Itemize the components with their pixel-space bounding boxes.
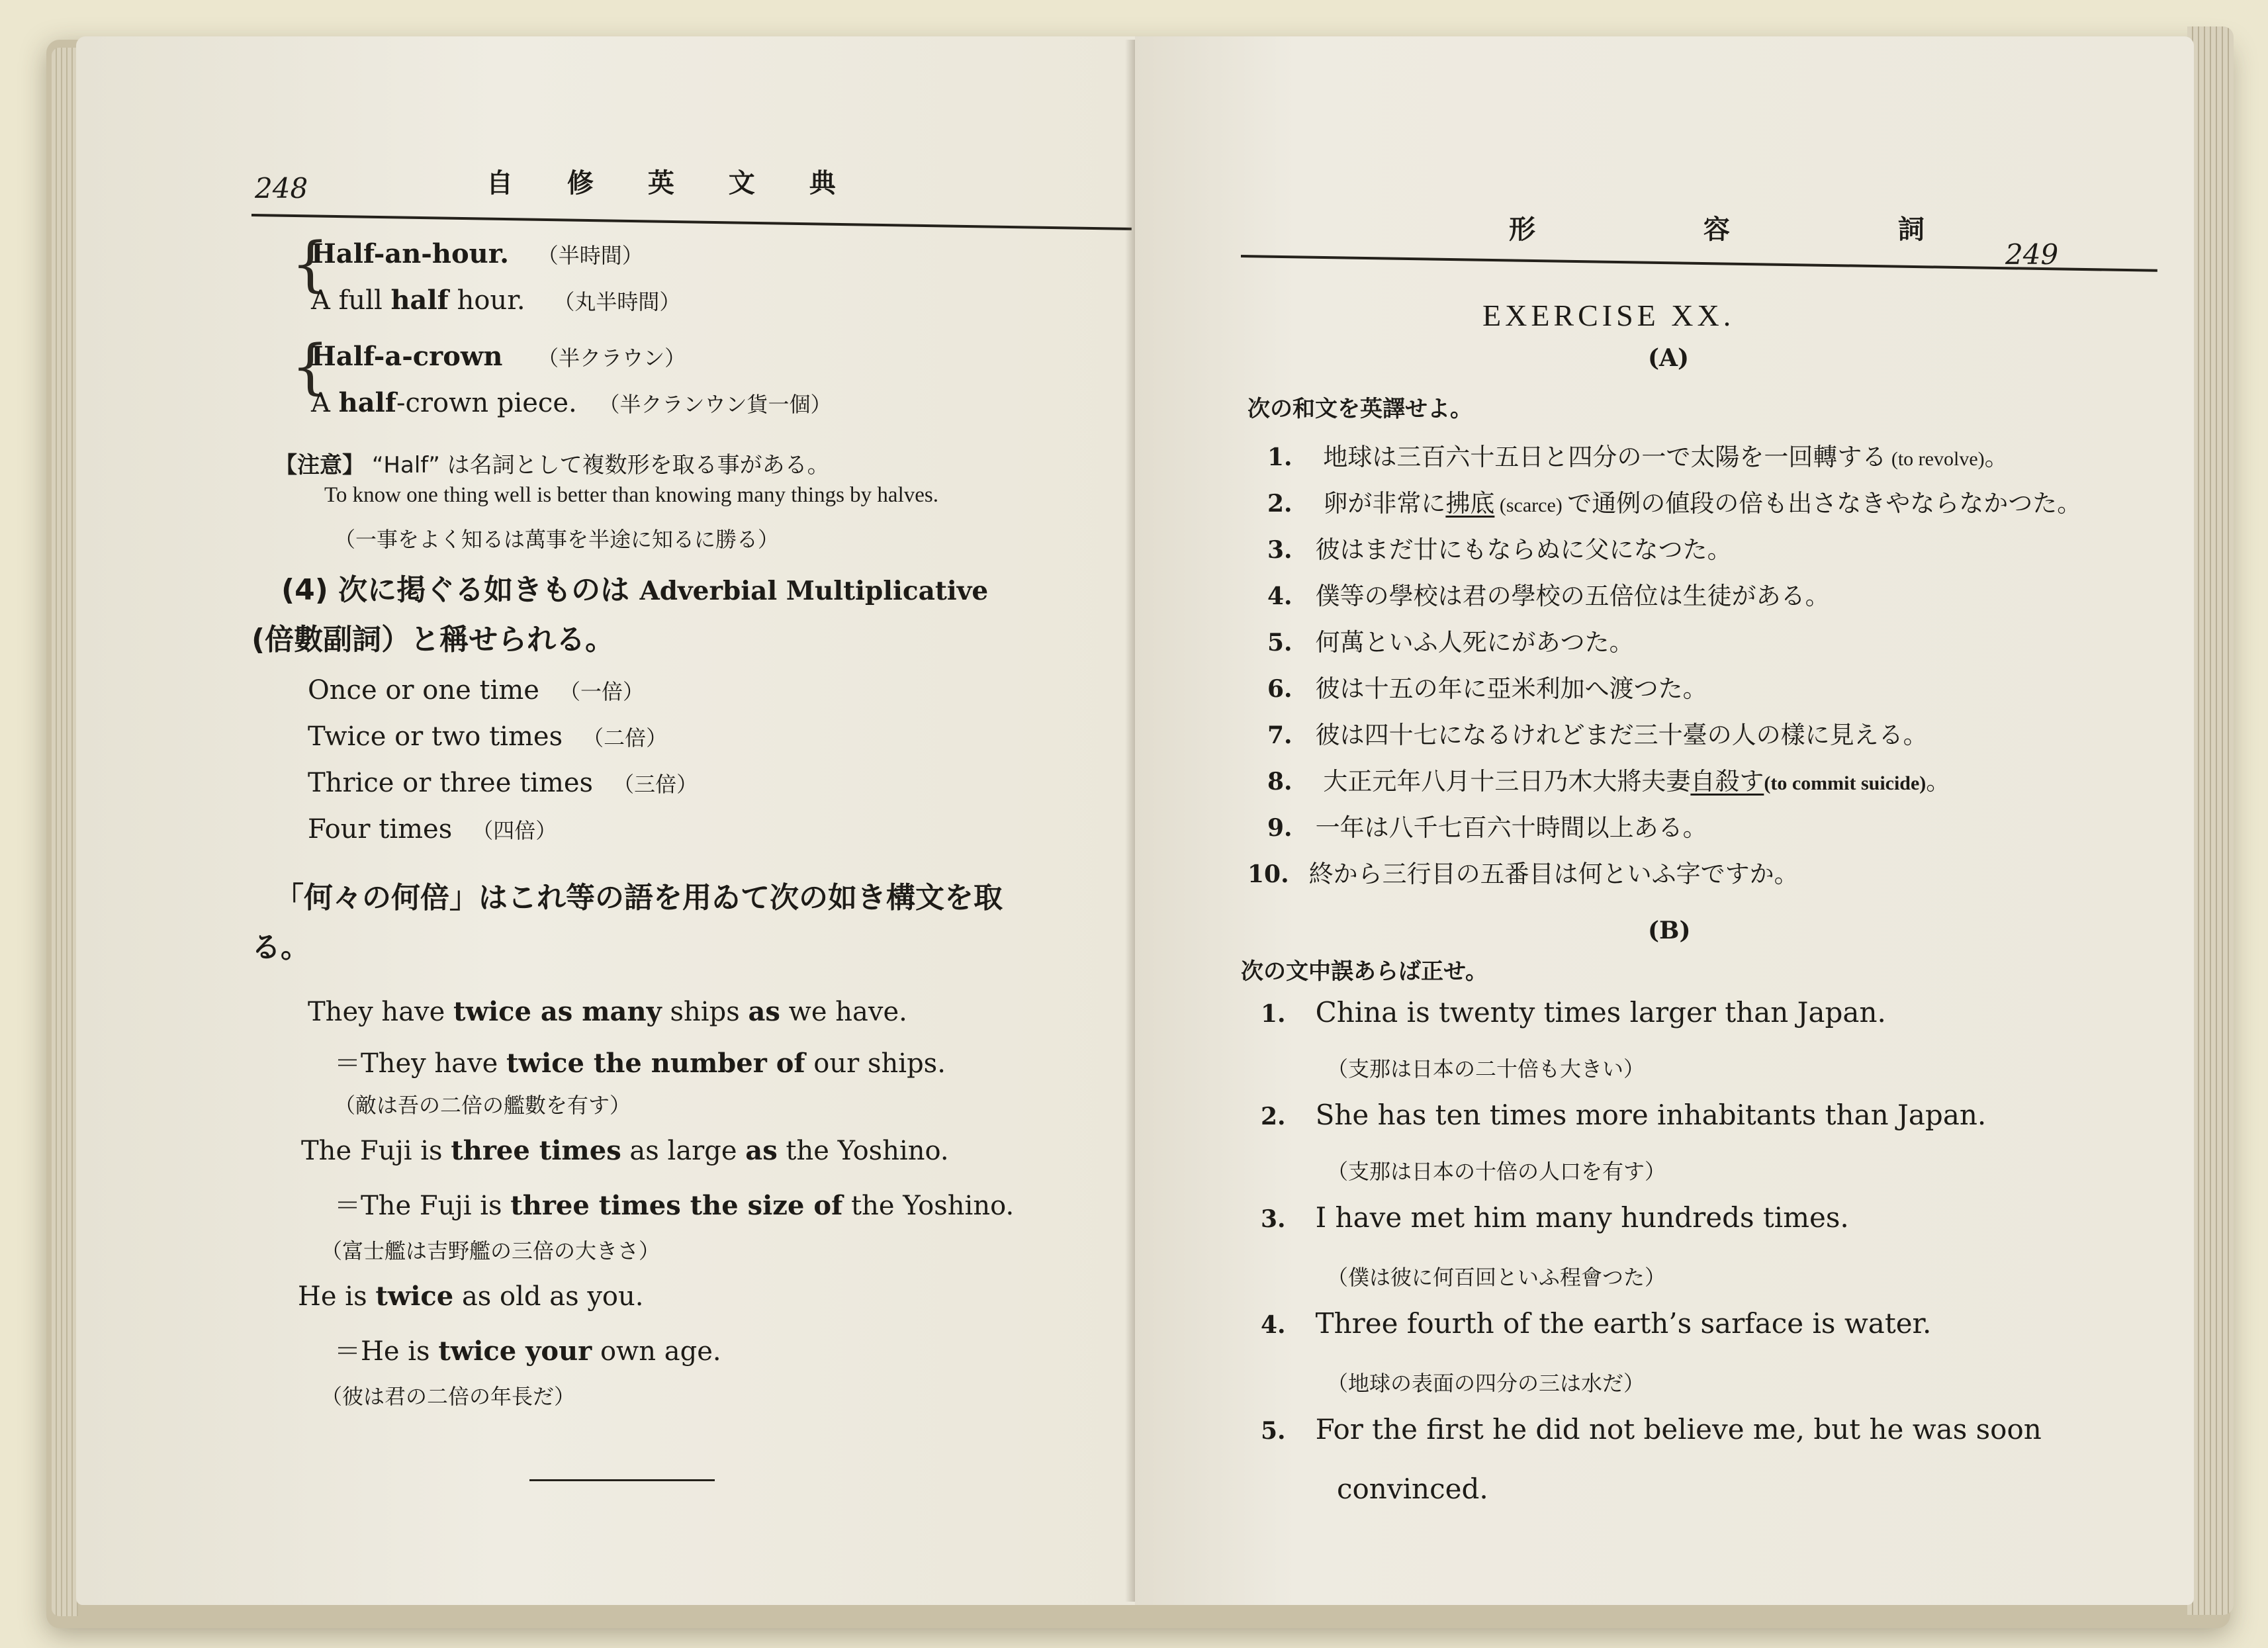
part-b-item-3: 3. I have met him many hundreds times. bbox=[1261, 1201, 1849, 1234]
part-a-label: (A) bbox=[1648, 344, 1689, 372]
example3-line1: He is twice as old as you. bbox=[298, 1281, 644, 1312]
part-b-item-4-translation: （地球の表面の四分の三は水だ） bbox=[1327, 1371, 1645, 1396]
construction-line1: 「何々の何倍」はこれ等の語を用ゐて次の如き構文を取 bbox=[275, 881, 1003, 915]
part-b-item-5-continued: convinced. bbox=[1337, 1473, 1488, 1505]
mult-item-1: Once or one time （一倍） bbox=[308, 675, 644, 706]
section4-heading-line2: (倍數副詞）と稱せられる。 bbox=[251, 623, 615, 657]
note-line: 【注意】 “Half” は名詞として複数形を取る事がある。 bbox=[275, 452, 830, 479]
part-b-item-4: 4. Three fourth of the earth’s sarface is water. bbox=[1261, 1307, 1932, 1340]
note-example: To know one thing well is better than knowing many things by halves. bbox=[324, 483, 938, 507]
part-b-item-5: 5. For the first he did not believe me, but he was soon bbox=[1261, 1413, 2042, 1445]
left-page-number: 248 bbox=[255, 172, 308, 205]
half-an-hour-line: Half-an-hour. （半時間） bbox=[311, 238, 643, 269]
part-a-item-3: 3. 彼はまだ廿にもならぬに父になつた。 bbox=[1267, 535, 1732, 564]
example2-translation: （富士艦は吉野艦の三倍の大きさ） bbox=[321, 1238, 660, 1263]
part-a-item-10: 10. 終から三行目の五番目は何といふ字ですか。 bbox=[1247, 860, 1799, 888]
example2-line2: ＝The Fuji is three times the size of the Yoshino. bbox=[334, 1190, 1015, 1221]
part-b-label: (B) bbox=[1648, 917, 1691, 944]
example1-line2: ＝They have twice the number of our ships. bbox=[334, 1048, 946, 1079]
left-running-head: 自 修 英 文 典 bbox=[486, 167, 858, 199]
mult-item-2: Twice or two times （二倍） bbox=[308, 721, 668, 752]
example1-translation: （敵は吾の二倍の艦數を有す） bbox=[334, 1093, 631, 1118]
note-translation: （一事をよく知るは萬事を半途に知るに勝る） bbox=[334, 527, 780, 552]
brace-group1: { bbox=[291, 230, 330, 299]
part-b-instruction: 次の文中誤あらば正せ。 bbox=[1241, 958, 1488, 985]
part-b-item-1: 1. China is twenty times larger than Japan. bbox=[1261, 996, 1886, 1029]
construction-line2: る。 bbox=[251, 931, 310, 964]
part-b-item-2-translation: （支那は日本の十倍の人口を有す） bbox=[1327, 1159, 1666, 1184]
exercise-title: EXERCISE XX. bbox=[1482, 298, 1735, 332]
left-page bbox=[76, 36, 1135, 1605]
full-half-hour-line: A full half hour. （丸半時間） bbox=[311, 285, 681, 316]
right-running-head: 形 容 詞 bbox=[1509, 214, 2004, 245]
brace-group2: { bbox=[291, 332, 330, 402]
mult-item-4: Four times （四倍） bbox=[308, 814, 557, 845]
part-a-item-4: 4. 僕等の學校は君の學校の五倍位は生徒がある。 bbox=[1267, 582, 1830, 610]
mult-item-3: Thrice or three times （三倍） bbox=[308, 768, 698, 798]
part-b-item-2: 2. She has ten times more inhabitants than Japan. bbox=[1261, 1099, 1987, 1131]
example2-line1: The Fuji is three times as large as the Yoshino. bbox=[301, 1135, 949, 1166]
half-a-crown-line: Half-a-crown （半クラウン） bbox=[311, 341, 686, 372]
part-a-item-8: 8. 大正元年八月十三日乃木大將夫妻自殺す(to commit suicide)。 bbox=[1267, 767, 1951, 796]
part-a-item-7: 7. 彼は四十七になるけれどまだ三十臺の人の樣に見える。 bbox=[1267, 721, 1928, 749]
section4-heading: (4) 次に掲ぐる如きものは Adverbial Multiplicative bbox=[281, 573, 989, 607]
part-b-item-1-translation: （支那は日本の二十倍も大きい） bbox=[1327, 1056, 1645, 1081]
right-page-number: 249 bbox=[2005, 238, 2059, 271]
part-a-item-1: 1. 地球は三百六十五日と四分の一で太陽を一回轉する (to revolve)。 bbox=[1267, 443, 2009, 471]
part-a-item-9: 9. 一年は八千七百六十時間以上ある。 bbox=[1267, 813, 1707, 842]
right-page bbox=[1135, 36, 2194, 1605]
example3-line2: ＝He is twice your own age. bbox=[334, 1336, 721, 1367]
right-page-edges bbox=[2187, 26, 2234, 1615]
part-a-item-2: 2. 卵が非常に拂底 (scarce) で通例の値段の倍も出さなきやならなかつた。 bbox=[1267, 489, 2082, 518]
part-a-item-5: 5. 何萬といふ人死にがあつた。 bbox=[1267, 628, 1634, 657]
end-rule bbox=[529, 1479, 715, 1481]
example1-line1: They have twice as many ships as we have. bbox=[308, 996, 907, 1027]
left-header-rule bbox=[251, 214, 1132, 230]
part-a-instruction: 次の和文を英譯せよ。 bbox=[1247, 396, 1473, 422]
left-page-edges bbox=[52, 48, 78, 1616]
half-crown-piece-line: A half-crown piece. （半クランウン貨一個） bbox=[311, 387, 832, 418]
example3-translation: （彼は君の二倍の年長だ） bbox=[321, 1384, 576, 1409]
part-a-item-6: 6. 彼は十五の年に亞米利加へ渡つた。 bbox=[1267, 674, 1707, 703]
part-b-item-3-translation: （僕は彼に何百回といふ程會つた） bbox=[1327, 1265, 1666, 1290]
